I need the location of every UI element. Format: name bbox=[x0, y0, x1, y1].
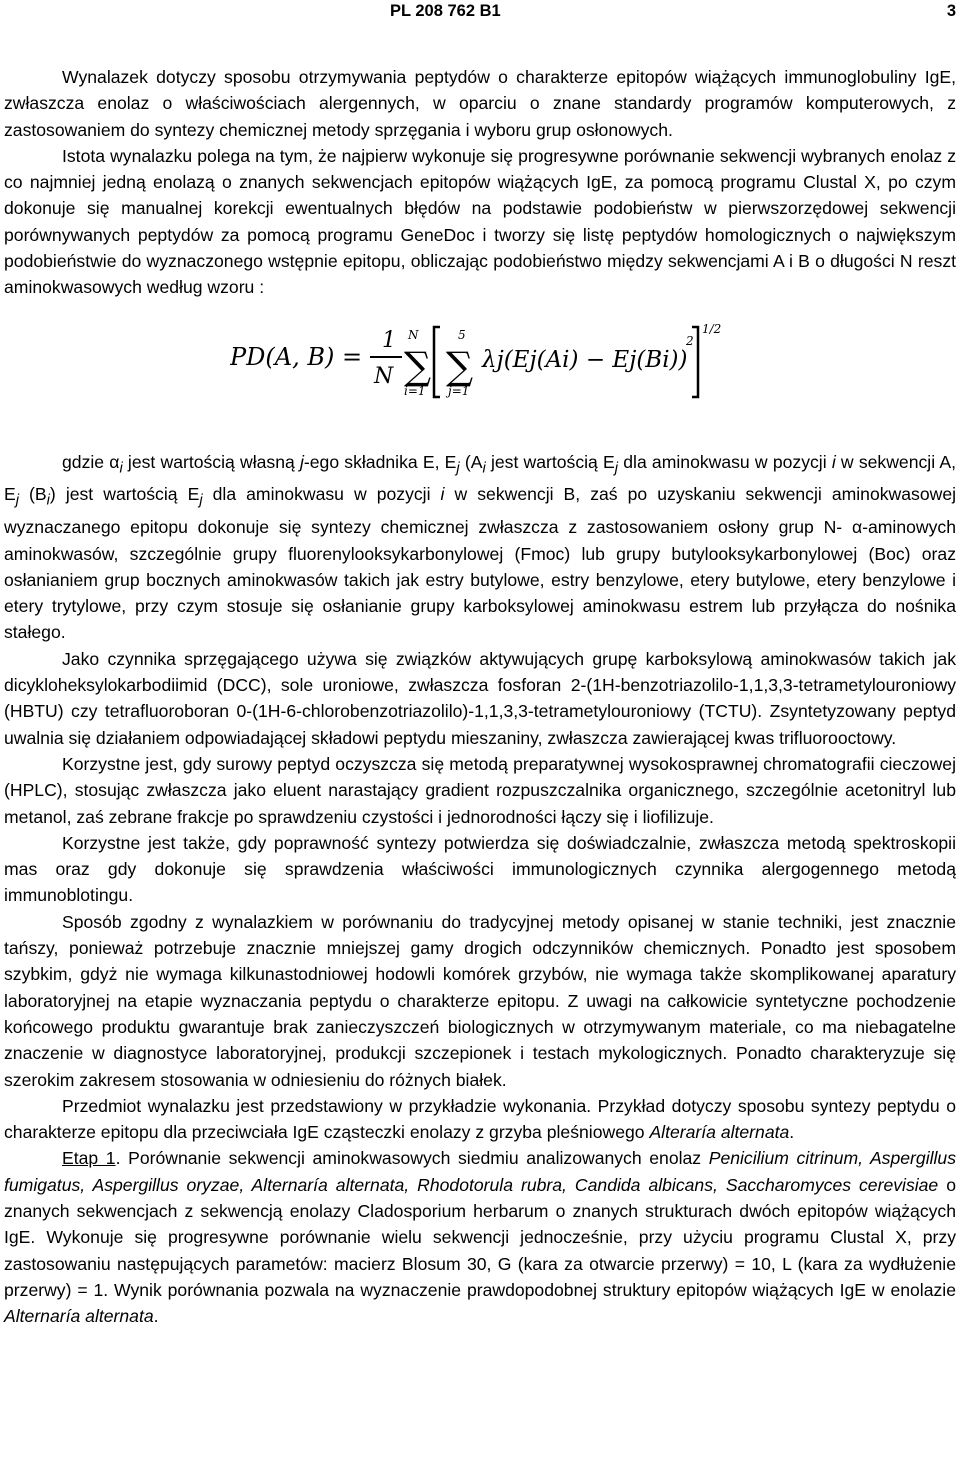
species-list: Penicilium citrinum, Aspergillus fumigatus, Aspergillus oryzae, Alternaría alternata, Rhodotorula rubra, Candida albicans, Saccharomyces cerevisiae bbox=[4, 1148, 956, 1195]
paragraph-essence: Istota wynalazku polega na tym, że najpierw wykonuje się progresywne porównanie sekwencji wybranych enolaz z co najmniej jedną enolazą o znanych sekwencjach epitopów wiążących IgE, za pomocą programu Clustal X, po czym dokonuje się manualnej korekcji ewentualnych błędów na podstawie podobieństw w pierwszorzędowej sekwencji porównywanych peptydów za pomocą programu GeneDoc i tworzy się listę peptydów homologicznych o największym podobieństwie do wyznaczonego wstępnie epitopu, obliczając podobieństwo między sekwencjami A i B o długości N reszt aminokwasowych według wzoru : bbox=[4, 145, 956, 298]
formula-denominator: N bbox=[374, 363, 394, 389]
paragraph-where: gdzie $\alpha_i$ jest wartością własną j-ego składnika E, $E_j$ ($A_i$ jest wartością $E_j$ dla aminokwasu w pozycji i w sekwencji A, $E_j$ $(B_i)$ jest wartością $E_j$ dla aminokwasu w pozycji i w sekwencji B, zaś po uzyskaniu sekwencji aminokwasowej wyznaczanego epitopu dokonuje się syntezy chemicznej zwłaszcza z zastosowaniem osłony grup N- α-aminowych aminokwasów, szczególnie grupy fluorenylooksykarbonylowej (Fmoc) lub grupy butylooksykarbonylowej (Boc) oraz osłanianiem grup bocznych aminokwasów takich jak estry butylowe, estry benzylowe, etery butylowe, etery benzylowe i etery trytylowe, przy czym stosuje się osłanianie grupy karboksylowej aminokwasu estrem lub przyłącza do nośnika stałego. bbox=[4, 451, 957, 643]
species-name: Alteraría alternata bbox=[649, 1122, 790, 1143]
paragraph-stage-1: Etap 1. Porównanie sekwencji aminokwasowych siedmiu analizowanych enolaz Penicilium citrinum, Aspergillus fumigatus, Aspergillus oryzae, Alternaría alternata, Rhodotorula rubra, Candida albicans, Saccharomyces cerevisiae o znanych sekwencjach z sekwencją enolazy Cladosporium herbarum o znanych strukturach dwóch epitopów wiążących IgE. Wykonuje się progresywne porównanie wielu sekwencji jednocześnie, przy użyciu programu Clustal X, przy zastosowaniu następujących parametów: macierz Blosum 30, G (kara za otwarcie przerwy) = 10, L (kara za wydłużenie przerwy) = 1. Wynik porównania pozwala na wyznaczenie prawdopodobnej struktury epitopów wiążących IgE w enolazie Alternaría alternata. bbox=[4, 1148, 956, 1327]
formula-block bbox=[4, 301, 956, 449]
paragraph-verification: Korzystne jest także, gdy poprawność syntezy potwierdza się doświadczalnie, zwłaszcza metodą spektroskopii mas oraz gdy dokonuje się sprawdzenia właściwości immunologicznych czynnika alergogennego metodą immunoblotingu. bbox=[4, 832, 956, 906]
sum2-symbol: ∑ bbox=[446, 343, 474, 388]
page-number: 3 bbox=[946, 2, 956, 20]
sum2-lower-limit: j=1 bbox=[448, 383, 470, 398]
formula-lhs: PD(A, B) = bbox=[230, 342, 363, 371]
left-bracket bbox=[434, 327, 440, 397]
formula-square: 2 bbox=[686, 333, 694, 348]
sum2-upper-limit: 5 bbox=[458, 327, 466, 342]
page-header bbox=[0, 0, 960, 30]
document-body bbox=[4, 64, 956, 1330]
sum1-lower-limit: i=1 bbox=[404, 383, 426, 398]
similarity-formula bbox=[230, 321, 750, 401]
species-name: Alternaría alternata bbox=[4, 1306, 154, 1327]
paragraph-example: Przedmiot wynalazku jest przedstawiony w przykładzie wykonania. Przykład dotyczy sposobu syntezy peptydu o charakterze epitopu dla przeciwciała IgE cząsteczki enolazy z grzyba pleśniowego Alteraría alternata. bbox=[4, 1095, 956, 1143]
stage-heading: Etap 1 bbox=[62, 1148, 116, 1169]
publication-number: PL 208 762 B1 bbox=[390, 2, 501, 20]
paragraph-hplc: Korzystne jest, gdy surowy peptyd oczyszcza się metodą preparatywnej wysokosprawnej chromatografii cieczowej (HPLC), stosując zwłaszcza jako eluent narastający gradient rozpuszczalnika organicznego, szczególnie acetonitryl lub metanol, zaś zebrane frakcje po sprawdzeniu czystości i jednorodności łączy się i liofilizuje. bbox=[4, 753, 956, 827]
formula-outer-exponent: 1/2 bbox=[702, 321, 722, 336]
formula-summand: λj(Ej(Ai) − Ej(Bi)) bbox=[482, 346, 688, 373]
paragraph-coupling: Jako czynnika sprzęgającego używa się związków aktywujących grupę karboksylową aminokwasów takich jak dicykloheksylokarbodiimid (DCC), sole uroniowe, zwłaszcza fosforan 2-(1H-benzotriazolilo-1,1,3,3-tetrametylouroniowy (HBTU) czy tetrafluoroboran 0-(1H-6-chlorobenzotriazolilo)-1,1,3,3-tetrametylouroniowy (TCTU). Zsyntetyzowany peptyd uwalnia się działaniem odpowiadającej składowi peptydu mieszaniny, zwłaszcza zawierającej kwas trifluorooctowy. bbox=[4, 648, 956, 748]
sum1-symbol: ∑ bbox=[404, 343, 432, 388]
formula-numerator: 1 bbox=[382, 327, 396, 353]
sum1-upper-limit: N bbox=[408, 327, 419, 342]
paragraph-intro: Wynalazek dotyczy sposobu otrzymywania peptydów o charakterze epitopów wiążących immunoglobuliny IgE, zwłaszcza enolaz o właściwościach alergennych, w oparciu o znane standardy programów komputerowych, z zastosowaniem do syntezy chemicznej metody sprzęgania i wyboru grup osłonowych. bbox=[4, 67, 956, 140]
paragraph-advantages: Sposób zgodny z wynalazkiem w porównaniu do tradycyjnej metody opisanej w stanie techniki, jest znacznie tańszy, ponieważ potrzebuje znacznie mniejszej gamy drogich odczynników chemicznych. Ponadto jest sposobem szybkim, gdyż nie wymaga kilkunastodniowej hodowli komórek grzybów, nie wymaga także skomplikowanej aparatury laboratoryjnej na etapie wyznaczania peptydu o charakterze epitopu. Z uwagi na całkowicie syntetyczne pochodzenie końcowego produktu gwarantuje brak zanieczyszczeń biologicznych w otrzymywanym materiale, co ma niebagatelne znaczenie w diagnostyce laboratoryjnej, produkcji szczepionek i testach mykologicznych. Ponadto charakteryzuje się szerokim zakresem stosowania w odniesieniu do różnych białek. bbox=[4, 911, 956, 1090]
